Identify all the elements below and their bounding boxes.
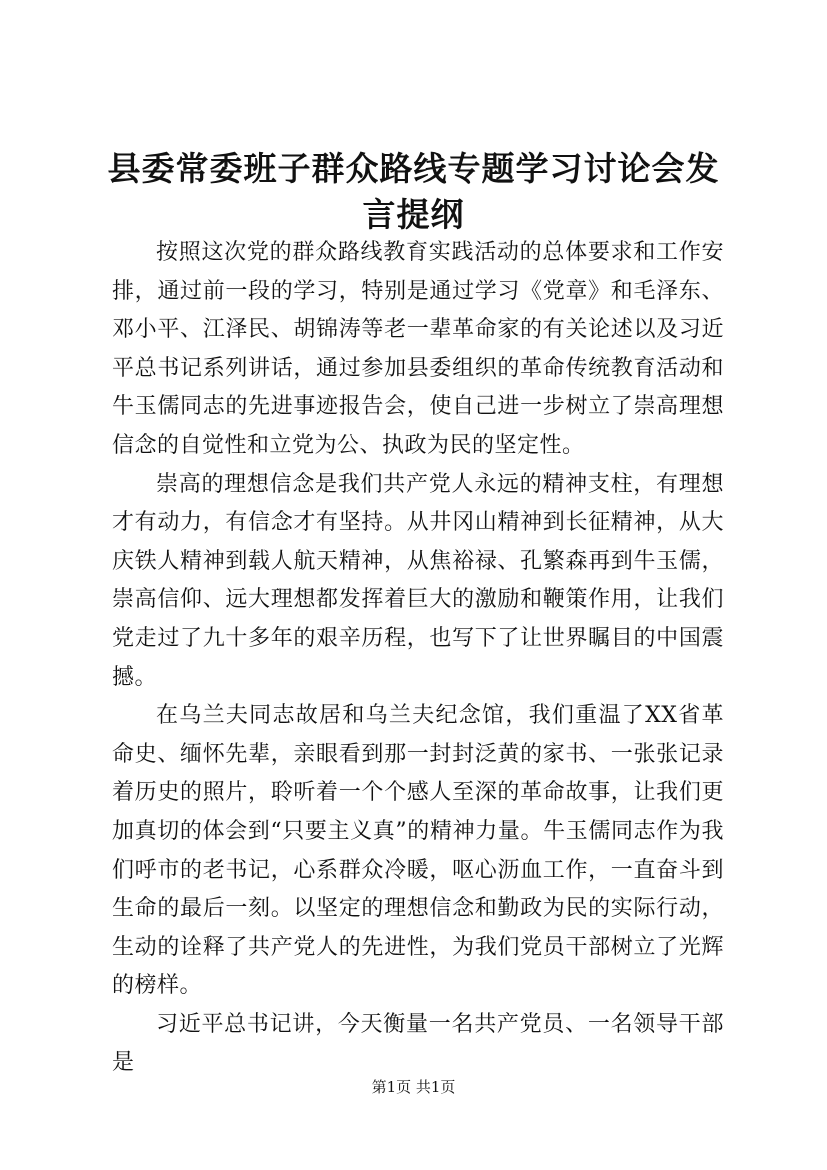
- document-body: [112, 234, 724, 1083]
- page-number: 第1页 共1页: [371, 1078, 456, 1096]
- document-title: 县委常委班子群众路线专题学习讨论会发言提纲: [107, 149, 720, 234]
- paragraph-3: 在乌兰夫同志故居和乌兰夫纪念馆，我们重温了XX省革命史、缅怀先辈，亲眼看到那一封封泛黄的家书、一张张记录着历史的照片，聆听着一个个感人至深的革命故事，让我们更加真切的体会到“只要主义真”的精神力量。牛玉儒同志作为我们呼市的老书记，心系群众冷暖，呕心沥血工作，一直奋斗到生命的最后一刻。以坚定的理想信念和勤政为民的实际行动，生动的诠释了共产党人的先进性，为我们党员干部树立了光辉的榜样。: [112, 703, 724, 999]
- paragraph-1: 按照这次党的群众路线教育实践活动的总体要求和工作安排，通过前一段的学习，特别是通过学习《党章》和毛泽东、邓小平、江泽民、胡锦涛等老一辈革命家的有关论述以及习近平总书记系列讲话，通过参加县委组织的革命传统教育活动和牛玉儒同志的先进事迹报告会，使自己进一步树立了崇高理想信念的自觉性和立党为公、执政为民的坚定性。: [112, 240, 724, 458]
- paragraph-2: 崇高的理想信念是我们共产党人永远的精神支柱，有理想才有动力，有信念才有坚持。从井冈山精神到长征精神，从大庆铁人精神到载人航天精神，从焦裕禄、孔繁森再到牛玉儒，崇高信仰、远大理想都发挥着巨大的激励和鞭策作用，让我们党走过了九十多年的艰辛历程，也写下了让世界瞩目的中国震撼。: [112, 471, 724, 690]
- paragraph-4: 习近平总书记讲，今天衡量一名共产党员、一名领导干部是: [112, 1011, 724, 1076]
